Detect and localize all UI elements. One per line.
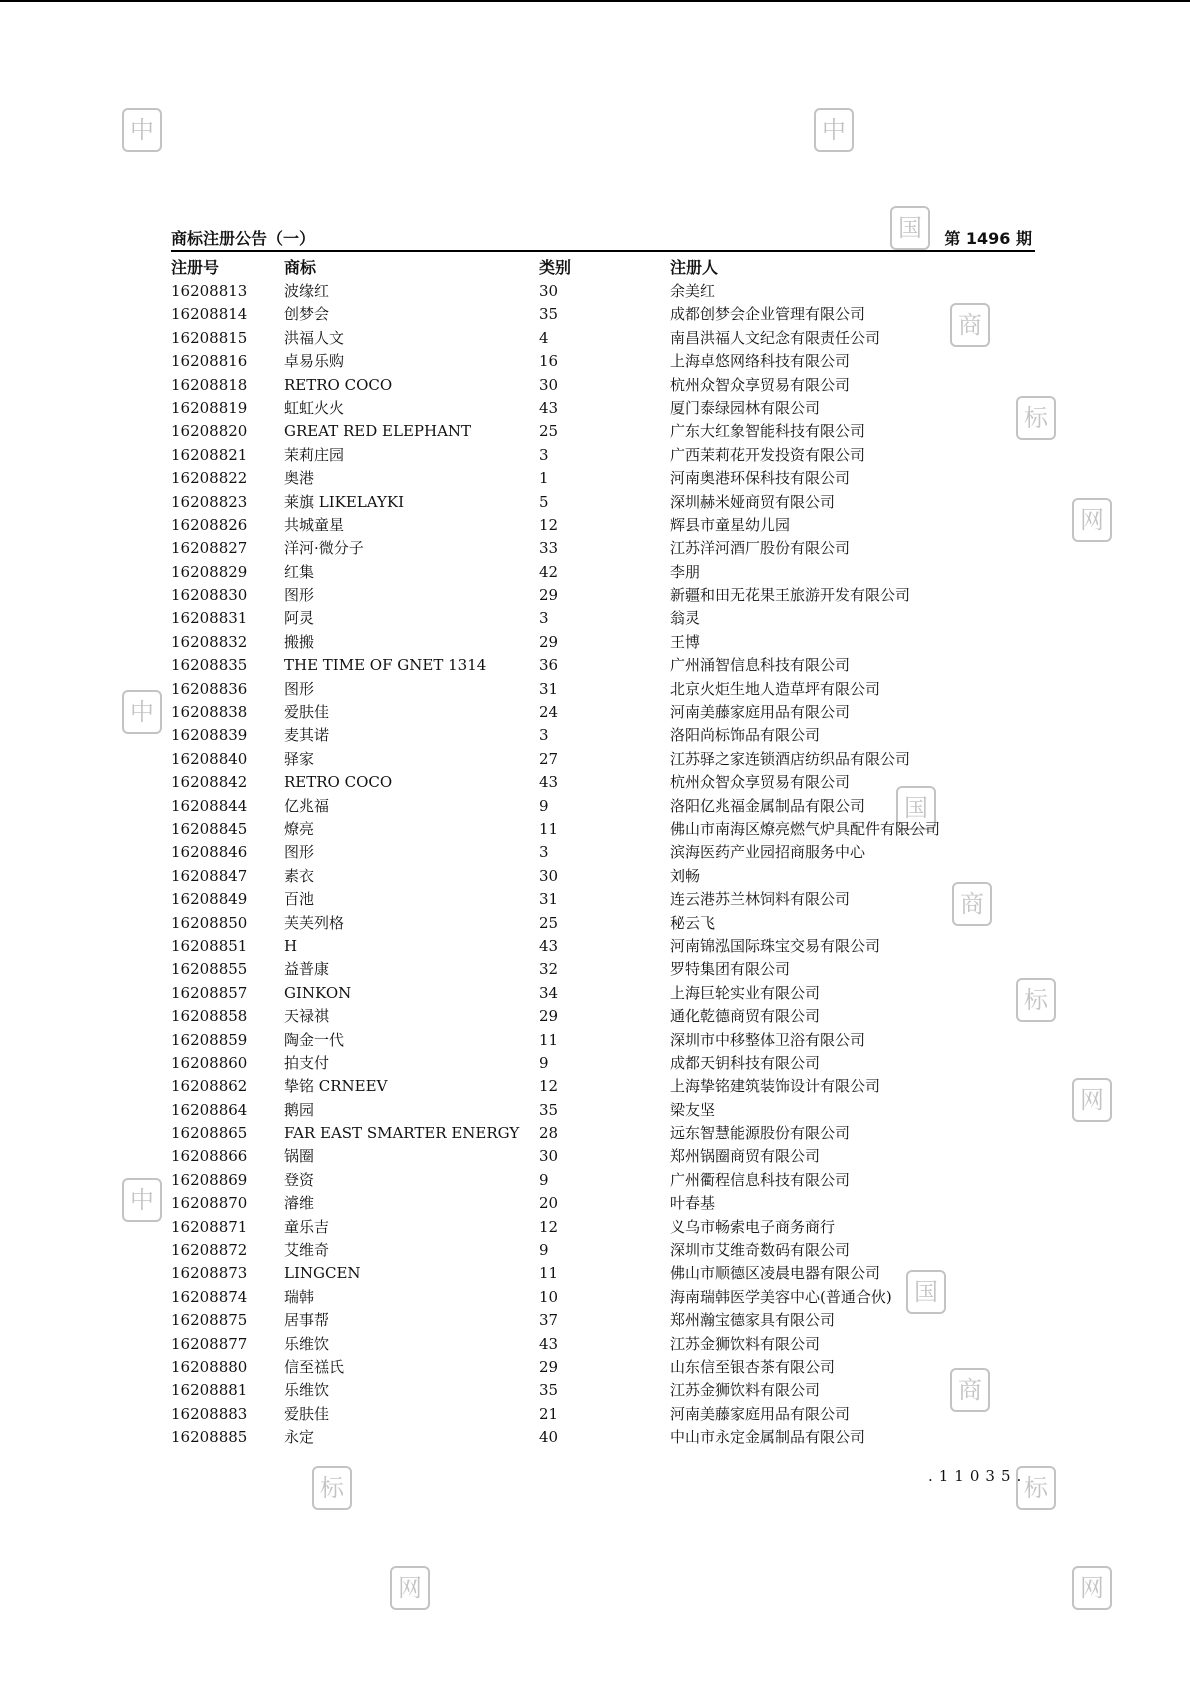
mark-cell: 居事帮 — [284, 1311, 330, 1330]
table-row — [171, 420, 1035, 443]
registrant-cell: 厦门泰绿园林有限公司 — [670, 398, 821, 417]
mark-cell: 素衣 — [284, 866, 315, 885]
class-cell: 21 — [539, 1404, 559, 1423]
mark-cell: 艾维奇 — [284, 1241, 330, 1260]
mark-cell: 共城童星 — [284, 515, 345, 534]
mark-cell: 拍支付 — [284, 1053, 330, 1072]
table-row — [171, 1239, 1035, 1262]
reg-no-cell: 16208872 — [171, 1241, 248, 1260]
registrant-cell: 江苏金狮饮料有限公司 — [670, 1334, 821, 1353]
class-cell: 31 — [539, 679, 559, 698]
reg-no-cell: 16208885 — [171, 1428, 248, 1447]
reg-no-cell: 16208858 — [171, 1007, 248, 1026]
mark-cell: 洋河·微分子 — [284, 539, 364, 558]
class-cell: 29 — [539, 1357, 559, 1376]
reg-no-cell: 16208818 — [171, 375, 248, 394]
registrant-cell: 海南瑞韩医学美容中心(普通合伙) — [670, 1287, 892, 1306]
mark-cell: 乐维饮 — [284, 1334, 330, 1353]
registrant-cell: 翁灵 — [670, 609, 701, 628]
mark-cell: 卓易乐购 — [284, 352, 345, 371]
reg-no-cell: 16208851 — [171, 936, 248, 955]
reg-no-cell: 16208829 — [171, 562, 248, 581]
class-cell: 9 — [539, 1170, 549, 1189]
table-row — [171, 444, 1035, 467]
registrant-cell: 中山市永定金属制品有限公司 — [670, 1428, 866, 1447]
table-row — [171, 748, 1035, 771]
column-header-reg-no: 注册号 — [171, 258, 220, 277]
table-row — [171, 397, 1035, 420]
class-cell: 35 — [539, 1381, 559, 1400]
table-row — [171, 912, 1035, 935]
table-row — [171, 561, 1035, 584]
table-row — [171, 1122, 1035, 1145]
registrant-cell: 郑州锅圈商贸有限公司 — [670, 1147, 821, 1166]
registrant-cell: 广州衢程信息科技有限公司 — [670, 1170, 851, 1189]
mark-cell: 益普康 — [284, 960, 330, 979]
watermark-stamp: 国 — [906, 1270, 946, 1314]
registrant-cell: 叶春基 — [670, 1194, 716, 1213]
registrant-cell: 秘云飞 — [670, 913, 716, 932]
table-row — [171, 1216, 1035, 1239]
class-cell: 40 — [539, 1428, 559, 1447]
registrant-cell: 杭州众智众享贸易有限公司 — [670, 375, 851, 394]
watermark-stamp: 标 — [1016, 396, 1056, 440]
reg-no-cell: 16208850 — [171, 913, 248, 932]
reg-no-cell: 16208816 — [171, 352, 248, 371]
table-row — [171, 1262, 1035, 1285]
registrant-cell: 洛阳亿兆福金属制品有限公司 — [670, 796, 866, 815]
mark-cell: 波缘红 — [284, 282, 330, 300]
reg-no-cell: 16208869 — [171, 1170, 248, 1189]
class-cell: 28 — [539, 1124, 559, 1143]
registrant-cell: 郑州瀚宝德家具有限公司 — [670, 1311, 836, 1330]
table-row — [171, 491, 1035, 514]
table-row — [171, 1356, 1035, 1379]
mark-cell: 锅圈 — [284, 1147, 315, 1166]
registrant-cell: 刘畅 — [670, 866, 701, 885]
watermark-stamp: 网 — [1072, 1078, 1112, 1122]
table-row — [171, 1029, 1035, 1052]
reg-no-cell: 16208830 — [171, 586, 248, 605]
page-number: .11035. — [928, 1467, 1028, 1485]
registrant-cell: 佛山市顺德区凌晨电器有限公司 — [670, 1264, 881, 1283]
reg-no-cell: 16208836 — [171, 679, 248, 698]
registrant-cell: 义乌市畅索电子商务商行 — [670, 1217, 836, 1236]
mark-cell: THE TIME OF GNET 1314 — [284, 656, 487, 675]
class-cell: 20 — [539, 1194, 559, 1213]
registrant-cell: 余美红 — [670, 282, 716, 300]
reg-no-cell: 16208823 — [171, 492, 248, 511]
class-cell: 37 — [539, 1311, 559, 1330]
mark-cell: 图形 — [284, 843, 315, 862]
reg-no-cell: 16208815 — [171, 328, 248, 347]
class-cell: 30 — [539, 282, 559, 300]
mark-cell: 阿灵 — [284, 609, 315, 628]
registrant-cell: 深圳赫米娅商贸有限公司 — [670, 492, 836, 511]
table-row — [171, 818, 1035, 841]
table-row — [171, 467, 1035, 490]
reg-no-cell: 16208870 — [171, 1194, 248, 1213]
mark-cell: 洪福人文 — [284, 328, 345, 347]
watermark-stamp: 中 — [814, 108, 854, 152]
reg-no-cell: 16208874 — [171, 1287, 248, 1306]
table-row — [171, 1403, 1035, 1426]
reg-no-cell: 16208846 — [171, 843, 248, 862]
reg-no-cell: 16208838 — [171, 703, 248, 722]
mark-cell: 搬搬 — [284, 632, 315, 651]
registrant-cell: 通化乾德商贸有限公司 — [670, 1007, 821, 1026]
reg-no-cell: 16208820 — [171, 422, 248, 441]
watermark-stamp: 中 — [122, 108, 162, 152]
table-row — [171, 1426, 1035, 1449]
registrant-cell: 上海巨轮实业有限公司 — [670, 983, 821, 1002]
mark-cell: 鹅园 — [284, 1100, 315, 1119]
table-row — [171, 795, 1035, 818]
watermark-stamp: 商 — [950, 1368, 990, 1412]
table-row — [171, 303, 1035, 326]
watermark-stamp: 中 — [122, 1178, 162, 1222]
table-row — [171, 888, 1035, 911]
table-row — [171, 537, 1035, 560]
registrant-cell: 李朋 — [670, 562, 701, 581]
table-row — [171, 701, 1035, 724]
class-cell: 11 — [539, 819, 559, 838]
mark-cell: 陶金一代 — [284, 1030, 345, 1049]
mark-cell: GINKON — [284, 983, 352, 1002]
reg-no-cell: 16208849 — [171, 890, 248, 909]
registrant-cell: 佛山市南海区燎亮燃气炉具配件有限公司 — [670, 819, 941, 838]
registrant-cell: 罗特集团有限公司 — [670, 960, 791, 979]
registrant-cell: 滨海医药产业园招商服务中心 — [670, 843, 866, 862]
class-cell: 27 — [539, 749, 559, 768]
mark-cell: 图形 — [284, 679, 315, 698]
mark-cell: FAR EAST SMARTER ENERGY — [284, 1124, 520, 1143]
reg-no-cell: 16208866 — [171, 1147, 248, 1166]
watermark-stamp: 网 — [1072, 498, 1112, 542]
mark-cell: 莱旗 LIKELAYKI — [284, 492, 405, 511]
mark-cell: 瑞韩 — [284, 1287, 315, 1306]
mark-cell: 虹虹火火 — [284, 398, 345, 417]
reg-no-cell: 16208839 — [171, 726, 248, 745]
table-row — [171, 1145, 1035, 1168]
registrant-cell: 河南锦泓国际珠宝交易有限公司 — [670, 936, 881, 955]
table-row — [171, 584, 1035, 607]
reg-no-cell: 16208835 — [171, 656, 248, 675]
class-cell: 16 — [539, 352, 559, 371]
registrant-cell: 成都创梦会企业管理有限公司 — [670, 305, 866, 324]
mark-cell: 亿兆福 — [284, 796, 330, 815]
class-cell: 5 — [539, 492, 549, 511]
class-cell: 1 — [539, 469, 549, 488]
class-cell: 34 — [539, 983, 559, 1002]
mark-cell: 燎亮 — [284, 819, 315, 838]
page-title: 商标注册公告（一） — [171, 229, 316, 248]
class-cell: 36 — [539, 656, 559, 675]
registrant-cell: 新疆和田无花果王旅游开发有限公司 — [670, 586, 911, 605]
reg-no-cell: 16208826 — [171, 515, 248, 534]
reg-no-cell: 16208871 — [171, 1217, 248, 1236]
watermark-stamp: 国 — [896, 786, 936, 830]
mark-cell: LINGCEN — [284, 1264, 361, 1283]
registrant-cell: 上海挚铭建筑装饰设计有限公司 — [670, 1077, 881, 1096]
mark-cell: 信至禚氏 — [284, 1357, 345, 1376]
issue-number: 第 1496 期 — [944, 229, 1032, 248]
mark-cell: 天禄祺 — [284, 1007, 330, 1026]
mark-cell: 挚铭 CRNEEV — [284, 1077, 388, 1096]
class-cell: 9 — [539, 1241, 549, 1260]
page-header — [171, 226, 1035, 252]
class-cell: 43 — [539, 936, 559, 955]
watermark-stamp: 标 — [312, 1466, 352, 1510]
watermark-stamp: 网 — [390, 1566, 430, 1610]
reg-no-cell: 16208877 — [171, 1334, 248, 1353]
table-row — [171, 514, 1035, 537]
reg-no-cell: 16208845 — [171, 819, 248, 838]
class-cell: 24 — [539, 703, 559, 722]
mark-cell: 茉莉庄园 — [284, 445, 345, 464]
column-header-registrant: 注册人 — [670, 258, 719, 277]
mark-cell: 乐维饮 — [284, 1381, 330, 1400]
class-cell: 31 — [539, 890, 559, 909]
reg-no-cell: 16208857 — [171, 983, 248, 1002]
reg-no-cell: 16208881 — [171, 1381, 248, 1400]
watermark-stamp: 标 — [1016, 1466, 1056, 1510]
registrant-cell: 杭州众智众享贸易有限公司 — [670, 773, 851, 792]
reg-no-cell: 16208859 — [171, 1030, 248, 1049]
registrant-cell: 上海卓悠网络科技有限公司 — [670, 352, 851, 371]
class-cell: 9 — [539, 1053, 549, 1072]
mark-cell: 爱肤佳 — [284, 703, 330, 722]
mark-cell: GREAT RED ELEPHANT — [284, 422, 472, 441]
registrant-cell: 广州涌智信息科技有限公司 — [670, 656, 851, 675]
table-row — [171, 631, 1035, 654]
registrant-cell: 梁友坚 — [670, 1100, 716, 1119]
class-cell: 43 — [539, 773, 559, 792]
reg-no-cell: 16208860 — [171, 1053, 248, 1072]
table-row — [171, 374, 1035, 397]
class-cell: 33 — [539, 539, 559, 558]
class-cell: 11 — [539, 1030, 559, 1049]
class-cell: 32 — [539, 960, 559, 979]
reg-no-cell: 16208831 — [171, 609, 248, 628]
class-cell: 35 — [539, 1100, 559, 1119]
mark-cell: 图形 — [284, 586, 315, 605]
reg-no-cell: 16208875 — [171, 1311, 248, 1330]
table-row — [171, 865, 1035, 888]
mark-cell: 濬维 — [284, 1194, 315, 1213]
registrant-cell: 辉县市童星幼儿园 — [670, 515, 791, 534]
watermark-stamp: 商 — [950, 303, 990, 347]
watermark-stamp: 标 — [1016, 978, 1056, 1022]
registrant-cell: 山东信至银杏茶有限公司 — [670, 1357, 836, 1376]
mark-cell: H — [284, 936, 298, 955]
table-row — [171, 654, 1035, 677]
table-row — [171, 841, 1035, 864]
column-headers — [171, 255, 1035, 279]
class-cell: 43 — [539, 398, 559, 417]
class-cell: 29 — [539, 586, 559, 605]
class-cell: 9 — [539, 796, 549, 815]
class-cell: 30 — [539, 375, 559, 394]
table-row — [171, 771, 1035, 794]
class-cell: 42 — [539, 562, 559, 581]
table-row — [171, 1075, 1035, 1098]
mark-cell: 奥港 — [284, 469, 315, 488]
class-cell: 12 — [539, 515, 559, 534]
registrant-cell: 深圳市中移整体卫浴有限公司 — [670, 1030, 866, 1049]
table-row — [171, 1309, 1035, 1332]
reg-no-cell: 16208847 — [171, 866, 248, 885]
watermark-stamp: 国 — [890, 206, 930, 250]
class-cell: 12 — [539, 1077, 559, 1096]
class-cell: 3 — [539, 445, 549, 464]
class-cell: 43 — [539, 1334, 559, 1353]
registrant-cell: 洛阳尚标饰品有限公司 — [670, 726, 821, 745]
mark-cell: 永定 — [284, 1428, 315, 1447]
reg-no-cell: 16208832 — [171, 632, 248, 651]
registrant-cell: 王博 — [670, 632, 701, 651]
registrant-cell: 成都天钥科技有限公司 — [670, 1053, 821, 1072]
reg-no-cell: 16208865 — [171, 1124, 248, 1143]
registrant-cell: 广西茉莉花开发投资有限公司 — [670, 445, 866, 464]
reg-no-cell: 16208819 — [171, 398, 248, 417]
mark-cell: 登资 — [284, 1170, 315, 1189]
table-row — [171, 678, 1035, 701]
reg-no-cell: 16208883 — [171, 1404, 248, 1423]
mark-cell: RETRO COCO — [284, 773, 393, 792]
table-row — [171, 280, 1035, 303]
table-row — [171, 935, 1035, 958]
class-cell: 25 — [539, 913, 559, 932]
mark-cell: 麦其诺 — [284, 726, 330, 745]
class-cell: 12 — [539, 1217, 559, 1236]
table-row — [171, 982, 1035, 1005]
reg-no-cell: 16208822 — [171, 469, 248, 488]
table-row — [171, 1379, 1035, 1402]
class-cell: 25 — [539, 422, 559, 441]
mark-cell: 红集 — [284, 562, 315, 581]
reg-no-cell: 16208814 — [171, 305, 248, 324]
mark-cell: 驿家 — [284, 749, 315, 768]
mark-cell: 童乐吉 — [284, 1217, 330, 1236]
watermark-stamp: 中 — [122, 690, 162, 734]
mark-cell: RETRO COCO — [284, 375, 393, 394]
table-row — [171, 607, 1035, 630]
registrant-cell: 江苏金狮饮料有限公司 — [670, 1381, 821, 1400]
registrant-cell: 河南美藤家庭用品有限公司 — [670, 1404, 851, 1423]
reg-no-cell: 16208821 — [171, 445, 248, 464]
reg-no-cell: 16208855 — [171, 960, 248, 979]
reg-no-cell: 16208840 — [171, 749, 248, 768]
column-header-mark: 商标 — [284, 258, 317, 277]
class-cell: 10 — [539, 1287, 559, 1306]
table-row — [171, 1099, 1035, 1122]
class-cell: 3 — [539, 843, 549, 862]
registrant-cell: 江苏驿之家连锁酒店纺织品有限公司 — [670, 749, 911, 768]
table-row — [171, 1169, 1035, 1192]
reg-no-cell: 16208813 — [171, 282, 248, 300]
table-row — [171, 1333, 1035, 1356]
reg-no-cell: 16208873 — [171, 1264, 248, 1283]
registrant-cell: 广东大红象智能科技有限公司 — [670, 422, 866, 441]
table-row — [171, 958, 1035, 981]
class-cell: 3 — [539, 609, 549, 628]
table-row — [171, 724, 1035, 747]
reg-no-cell: 16208827 — [171, 539, 248, 558]
reg-no-cell: 16208864 — [171, 1100, 248, 1119]
registrant-cell: 河南奥港环保科技有限公司 — [670, 469, 851, 488]
class-cell: 29 — [539, 632, 559, 651]
top-rule — [0, 0, 1190, 2]
table-row — [171, 1192, 1035, 1215]
registrant-cell: 河南美藤家庭用品有限公司 — [670, 703, 851, 722]
class-cell: 11 — [539, 1264, 559, 1283]
mark-cell: 芙芙列格 — [284, 913, 345, 932]
table-row — [171, 1005, 1035, 1028]
reg-no-cell: 16208842 — [171, 773, 248, 792]
class-cell: 4 — [539, 328, 549, 347]
class-cell: 35 — [539, 305, 559, 324]
table-row — [171, 1052, 1035, 1075]
class-cell: 30 — [539, 1147, 559, 1166]
column-header-class: 类别 — [539, 258, 572, 277]
mark-cell: 百池 — [284, 890, 315, 909]
reg-no-cell: 16208844 — [171, 796, 248, 815]
registrant-cell: 深圳市艾维奇数码有限公司 — [670, 1241, 851, 1260]
table-row — [171, 350, 1035, 373]
class-cell: 29 — [539, 1007, 559, 1026]
mark-cell: 创梦会 — [284, 305, 330, 324]
watermark-stamp: 商 — [952, 882, 992, 926]
mark-cell: 爱肤佳 — [284, 1404, 330, 1423]
table-row — [171, 1286, 1035, 1309]
watermark-stamp: 网 — [1072, 1566, 1112, 1610]
registrant-cell: 连云港苏兰林饲料有限公司 — [670, 890, 851, 909]
registrant-cell: 远东智慧能源股份有限公司 — [670, 1124, 851, 1143]
class-cell: 30 — [539, 866, 559, 885]
registrant-cell: 北京火炬生地人造草坪有限公司 — [670, 679, 881, 698]
trademark-table — [171, 280, 1035, 1450]
registrant-cell: 南昌洪福人文纪念有限责任公司 — [670, 328, 881, 347]
table-row — [171, 327, 1035, 350]
reg-no-cell: 16208862 — [171, 1077, 248, 1096]
reg-no-cell: 16208880 — [171, 1357, 248, 1376]
registrant-cell: 江苏洋河酒厂股份有限公司 — [670, 539, 851, 558]
class-cell: 3 — [539, 726, 549, 745]
